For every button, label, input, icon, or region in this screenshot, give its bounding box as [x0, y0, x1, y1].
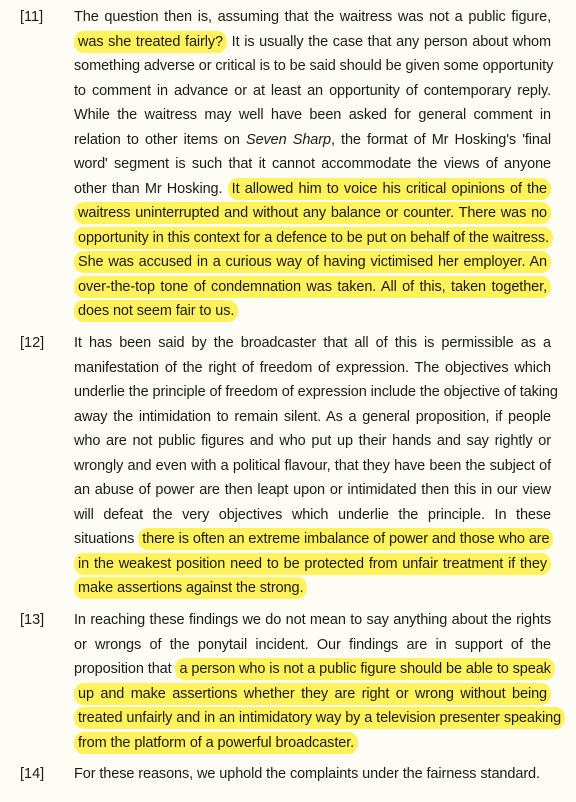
highlight: from the platform of a powerful broadcaster. [74, 732, 358, 754]
text-line: The question then is, assuming that the waitress was not a public figure, [74, 9, 551, 25]
text-line: who are not public figures and who put up their hands and say rightly or [74, 433, 551, 449]
text-line [74, 706, 562, 731]
text-line [74, 299, 551, 324]
text-line [74, 226, 551, 251]
text-line [74, 731, 551, 756]
text-line: an abuse of power are then leapt upon or intimidated then this in our view [74, 482, 551, 498]
highlight: She was accused in a curious way of having victimised her employer. An [74, 251, 551, 273]
highlight: make assertions against the strong. [74, 577, 307, 599]
text-line: away the intimidation to remain silent. As a general proposition, if people [74, 409, 551, 425]
text-line: word' segment is such that it cannot accommodate the views of anyone [74, 156, 551, 172]
text-line: manifestation of the right of freedom of expression. The objectives which [74, 360, 551, 376]
text-line: to comment in advance or at least an opportunity of contemporary reply. [74, 83, 551, 99]
text-line [74, 552, 551, 577]
text-line: situations there is often an extreme imbalance of power and those who are [74, 527, 551, 552]
text-line: proposition that a person who is not a public figure should be able to speak [74, 657, 551, 682]
highlight: up and make assertions whether they are right or wrong without being [74, 683, 551, 705]
text-line: It has been said by the broadcaster that all of this is permissible as a [74, 335, 551, 351]
highlight: in the weakest position need to be protected from unfair treatment if they [74, 553, 551, 575]
text-line: underlie the principle of freedom of expression include the objective of taking [74, 384, 558, 400]
text-line: wrongly and even with a political flavour, that they have been the subject of [74, 458, 551, 474]
text-line: In reaching these findings we do not mean to say anything about the rights [74, 612, 551, 628]
text-line: other than Mr Hosking. It allowed him to voice his critical opinions of the [74, 177, 551, 202]
text-line: was she treated fairly? It is usually the case that any person about whom [74, 30, 551, 55]
text-line: For these reasons, we uphold the complaints under the fairness standard. [74, 766, 540, 782]
highlight: waitress uninterrupted and without any balance or counter. There was no [74, 202, 551, 224]
text-line [74, 201, 551, 226]
text-line: or wrongs of the ponytail incident. Our findings are in support of the [74, 637, 551, 653]
highlight: treated unfairly and in an intimidatory way by a television presenter speaking [74, 707, 565, 729]
text-line [74, 250, 551, 275]
highlight: It allowed him to voice his critical opinions of the [228, 178, 551, 200]
paragraph-number: [11] [20, 9, 44, 25]
text-line [74, 682, 551, 707]
text-line: relation to other items on Seven Sharp, the format of Mr Hosking's 'final [74, 132, 551, 148]
highlight: over-the-top tone of condemnation was taken. All of this, taken together, [74, 276, 551, 298]
highlight: does not seem fair to us. [74, 300, 238, 322]
paragraph-number: [12] [20, 335, 45, 351]
text-line: will defeat the very objectives which underlie the principle. In these [74, 507, 551, 523]
highlight: there is often an extreme imbalance of power and those who are [138, 528, 553, 550]
paragraph-number: [13] [20, 612, 45, 628]
text-line: While the waitress may well have been asked for general comment in [74, 107, 551, 123]
text-line: something adverse or critical is to be said should be given some opportunity [74, 58, 554, 74]
highlight: was she treated fairly? [74, 31, 227, 53]
highlight: opportunity in this context for a defence to be put on behalf of the waitress. [74, 227, 553, 249]
highlight: a person who is not a public figure should be able to speak [175, 658, 554, 680]
paragraph-number: [14] [20, 766, 45, 782]
text-line [74, 576, 551, 601]
text-line [74, 275, 551, 300]
